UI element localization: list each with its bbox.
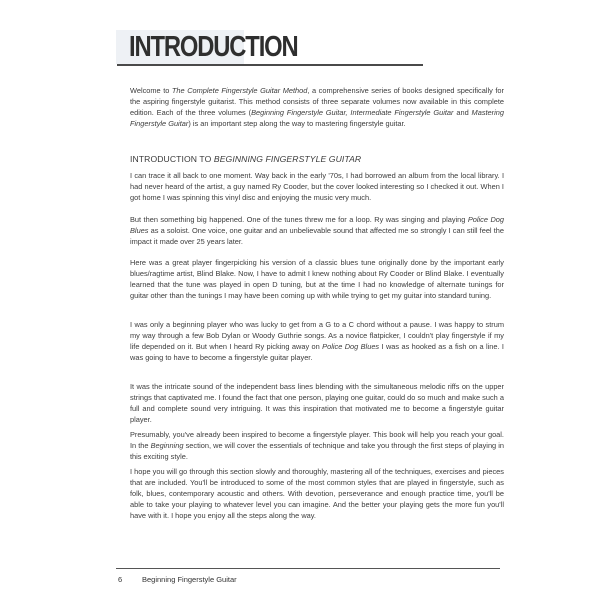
paragraph: It was the intricate sound of the independent bass lines blending with the simultaneous melodic riffs on the upper strings that captivated me. I found the fact that one person, playing one guitar, could do so much and make such a full and complete sound very intriguing. It was this inspiration that motivated me to become a fingerstyle guitar player. [130, 382, 504, 425]
paragraph: Here was a great player fingerpicking his version of a classic blues tune originally done by the important early blues/ragtime artist, Blind Blake. Now, I have to admit I knew nothing about Ry Cooder or Blind Blake. I eventually learned that the tune was played in open D tuning, but at the time I had no knowledge of alternate tunings for guitar other than the tunings I may have been coming up with while trying to get my guitar into standard tuning. [130, 258, 504, 301]
footer-rule [116, 568, 500, 569]
paragraph: I hope you will go through this section slowly and thoroughly, mastering all of the techniques, exercises and pieces that are included. You'll be introduced to some of the most common styles that are played in fingerstyle, such as folk, blues, contemporary acoustic and others. With devotion, perseverance and enough practice time, you'll be able to take your playing to whatever level you can imagine. And the better your playing gets the more fun you'll have with it. I hope you enjoy all the steps along the way. [130, 467, 504, 521]
paragraph: I was only a beginning player who was lucky to get from a G to a C chord without a pause. I was happy to strum my way through a few Bob Dylan or Woody Guthrie songs. As a novice flatpicker, I couldn't play fingerstyle if my life depended on it. But when I heard Ry picking away on Police Dog Blues I was as hooked as a fish on a line. I was going to have to become a fingerstyle guitar player. [130, 320, 504, 363]
section-heading [130, 154, 361, 164]
running-footer-title: Beginning Fingerstyle Guitar [142, 575, 237, 584]
section-heading-italic: BEGINNING FINGERSTYLE GUITAR [213, 154, 362, 164]
paragraph: But then something big happened. One of the tunes threw me for a loop. Ry was singing and playing Police Dog Blues as a soloist. One voice, one guitar and an unbelievable sound that affected me so strongly I can still feel the impact it made over 25 years later. [130, 215, 504, 247]
title-underline [117, 64, 423, 66]
page-title: INTRODUCTION [129, 31, 298, 63]
paragraph: Presumably, you've already been inspired to become a fingerstyle player. This book will help you reach your goal. In the Beginning section, we will cover the essentials of technique and take you through the first steps of playing in this exciting style. [130, 430, 504, 462]
intro-paragraph: Welcome to The Complete Fingerstyle Guitar Method, a comprehensive series of books designed specifically for the aspiring fingerstyle guitarist. This method consists of three separate volumes now available in this complete edition. Each of the three volumes (Beginning Fingerstyle Guitar, Intermediate Fingerstyle Guitar and Mastering Fingerstyle Guitar) is an important step along the way to mastering fingerstyle guitar. [130, 86, 504, 129]
section-heading-plain: INTRODUCTION TO [130, 154, 214, 164]
page-number: 6 [118, 575, 123, 584]
paragraph: I can trace it all back to one moment. Way back in the early '70s, I had borrowed an album from the local library. I had never heard of the artist, a guy named Ry Cooder, but the cover looked interesting so I checked it out. When I got home I was spinning this vinyl disc and enjoying the music very much. [130, 171, 504, 203]
